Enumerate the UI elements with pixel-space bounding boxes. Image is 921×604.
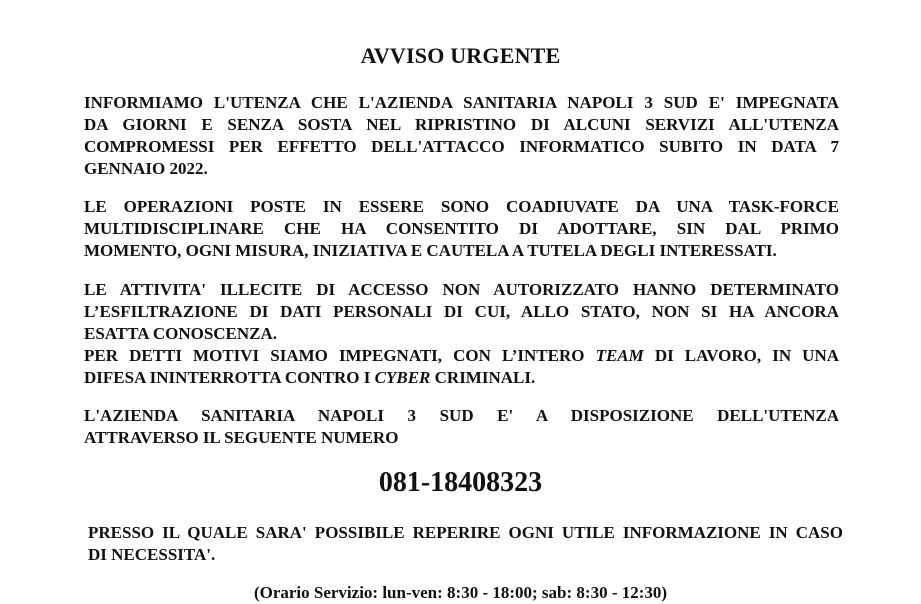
paragraph-text: CRIMINALI. [430, 368, 536, 387]
paragraph-line: MOMENTO, OGNI MISURA, INIZIATIVA E CAUTELA A TUTELA DEGLI INTERESSATI. [84, 241, 777, 260]
service-hours: (Orario Servizio: lun-ven: 8:30 - 18:00; sab: 8:30 - 12:30) [253, 583, 668, 602]
paragraph-line: INFORMIAMO L'UTENZA CHE L'AZIENDA SANITARIA NAPOLI 3 SUD E' IMPEGNATA [84, 93, 839, 112]
paragraph-line [84, 367, 839, 389]
paragraph-line: LE ATTIVITA' ILLECITE DI ACCESSO NON AUTORIZZATO HANNO DETERMINATO [84, 280, 839, 299]
notice-title: AVVISO URGENTE [360, 43, 561, 68]
paragraph-line: ESATTA CONOSCENZA. [84, 324, 278, 343]
paragraph-line: LE OPERAZIONI POSTE IN ESSERE SONO COADIUVATE DA UNA TASK-FORCE [84, 197, 839, 216]
paragraph-text: DI LAVORO, IN UNA [643, 346, 840, 365]
paragraph-line: L’ESFILTRAZIONE DI DATI PERSONALI DI CUI, ALLO STATO, NON SI HA ANCORA [84, 302, 839, 321]
paragraph-information [88, 522, 843, 566]
phone-number: 081-18408323 [378, 467, 543, 498]
paragraph-line: DA GIORNI E SENZA SOSTA NEL RIPRISTINO DI ALCUNI SERVIZI ALL'UTENZA [84, 115, 839, 134]
paragraph-contact-intro [84, 405, 839, 449]
paragraph-task-force [84, 196, 839, 262]
paragraph-line: DI NECESSITA'. [88, 545, 216, 564]
paragraph-text: DIFESA ININTERROTTA CONTRO I [84, 368, 375, 387]
paragraph-line: L'AZIENDA SANITARIA NAPOLI 3 SUD E' A DISPOSIZIONE DELL'UTENZA [84, 406, 839, 425]
paragraph-data-exfiltration [84, 279, 839, 389]
paragraph-line: GENNAIO 2022. [84, 159, 208, 178]
italic-term-cyber: CYBER [374, 368, 431, 387]
paragraph-service-restoration [84, 92, 839, 180]
paragraph-line: ATTRAVERSO IL SEGUENTE NUMERO [84, 428, 399, 447]
paragraph-text: PER DETTI MOTIVI SIAMO IMPEGNATI, CON L’INTERO [84, 346, 596, 365]
paragraph-line [84, 345, 839, 367]
paragraph-line: PRESSO IL QUALE SARA' POSSIBILE REPERIRE OGNI UTILE INFORMAZIONE IN CASO [88, 523, 843, 542]
italic-term-team: TEAM [595, 346, 644, 365]
paragraph-line: COMPROMESSI PER EFFETTO DELL'ATTACCO INFORMATICO SUBITO IN DATA 7 [84, 137, 839, 156]
paragraph-line: MULTIDISCIPLINARE CHE HA CONSENTITO DI ADOTTARE, SIN DAL PRIMO [84, 219, 839, 238]
